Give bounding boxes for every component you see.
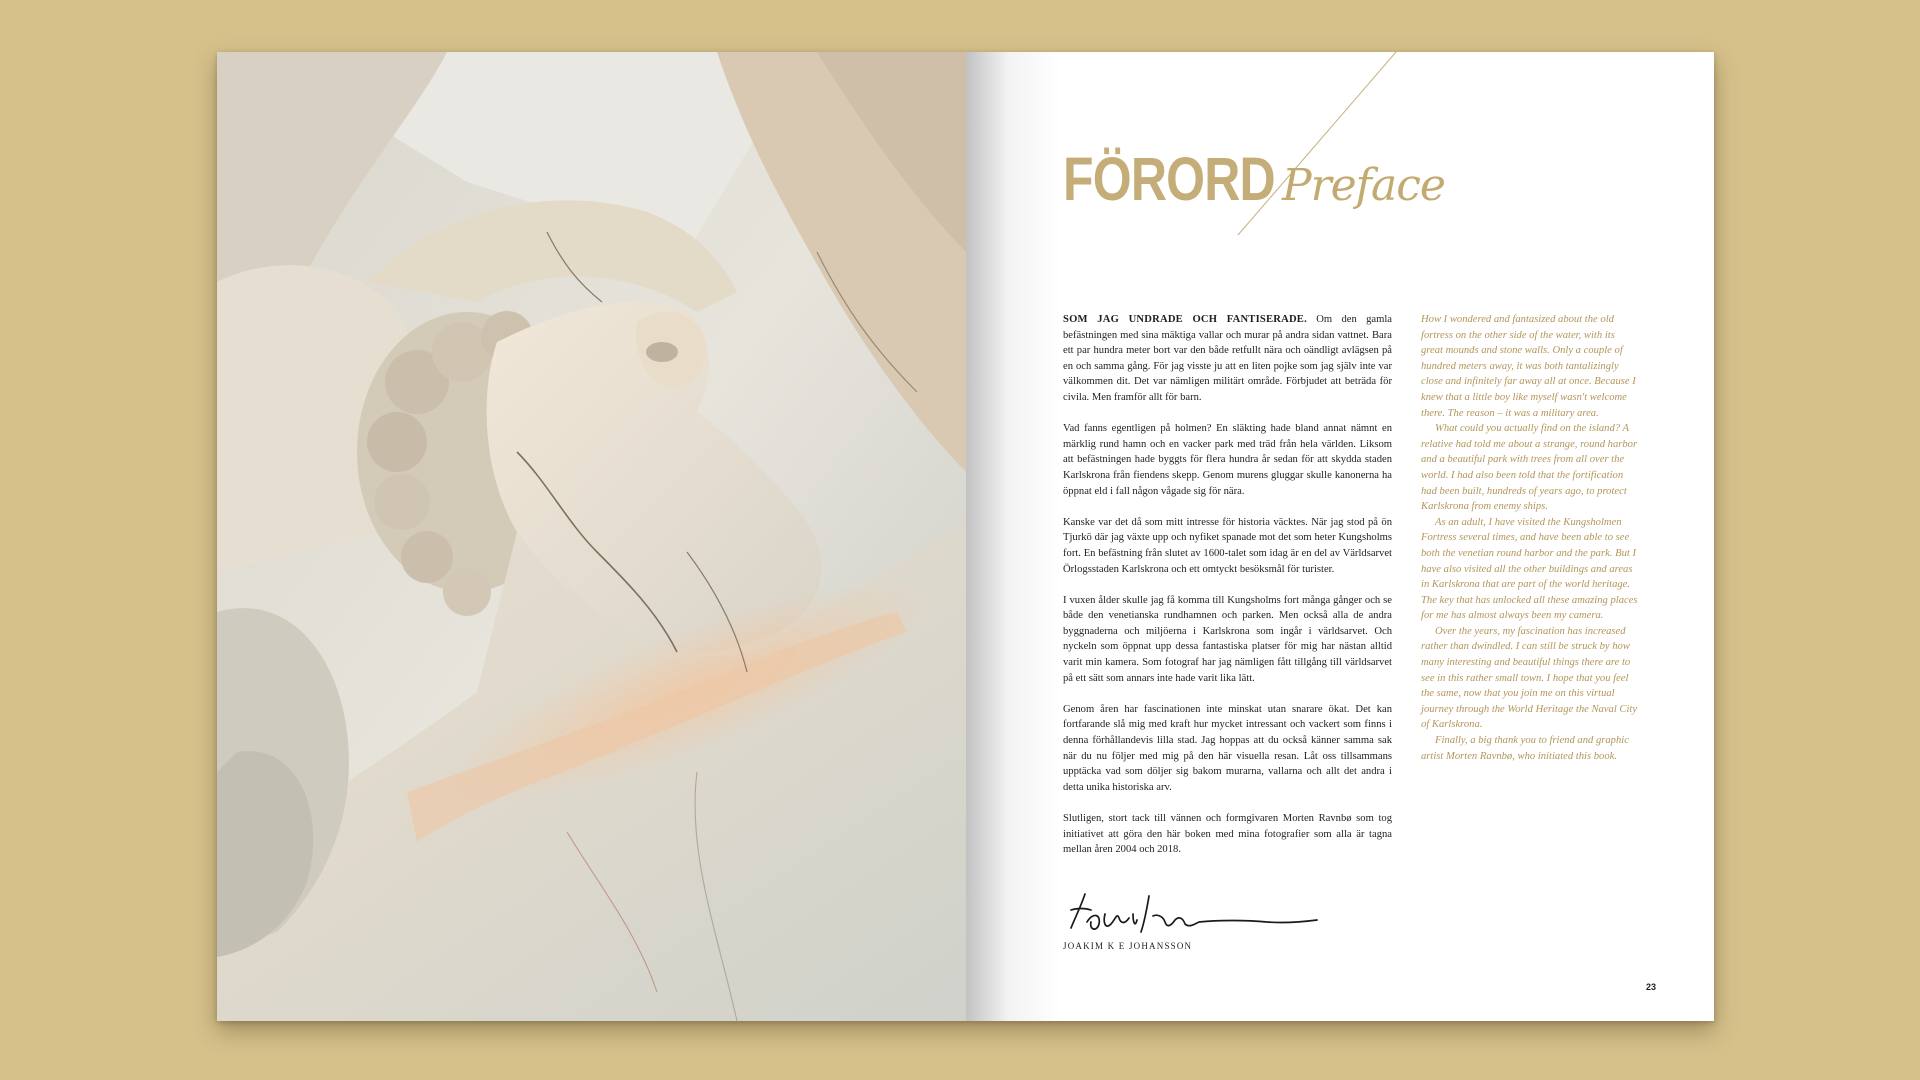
text-page xyxy=(966,52,1714,1021)
english-paragraph-2: What could you actually find on the island? A relative had told me about a strange, round harbor and a beautiful park with trees from all over the world. I had also been told that the fortification had been built, hundreds of years ago, to protect Karlskrona from enemy ships. xyxy=(1421,423,1638,513)
signatory-name: JOAKIM K E JOHANSSON xyxy=(1063,941,1193,951)
handwritten-signature xyxy=(1067,888,1327,938)
english-paragraph-3: As an adult, I have visited the Kungsholmen Fortress several times, and have been able to see both the venetian round harbor and the park. But I have also visited all the other buildings and areas in Karlskrona that are part of the world heritage. The key that has unlocked all these amazing places for me has almost always been my camera. xyxy=(1421,516,1638,622)
page-title-swedish: FÖRORD xyxy=(1063,145,1275,213)
page-number: 23 xyxy=(1646,982,1657,992)
english-text-column xyxy=(1421,312,1639,764)
lead-in-heading: SOM JAG UNDRADE OCH FANTISERADE. xyxy=(1063,314,1307,325)
page-title-english: Preface xyxy=(1282,160,1445,211)
english-paragraph-4: Over the years, my fascination has increased rather than dwindled. I can still be struck by how many interesting and beautiful things there are to see in this rather small town. I hope that you feel the same, now that you join me on this virtual journey through the World Heritage the Naval City of Karlskrona. xyxy=(1421,625,1638,731)
swedish-paragraph-1 xyxy=(1063,312,1392,406)
swedish-paragraph-6: Slutligen, stort tack till vännen och formgivaren Morten Ravnbø som tog initiativet att göra den här boken med mina fotografier som alla är tagna mellan åren 2004 och 2018. xyxy=(1063,813,1392,856)
swedish-paragraph-4: I vuxen ålder skulle jag få komma till Kungsholms fort många gånger och se både den venetianska rundhamnen och parken. Men också alla de andra byggnaderna och miljöerna i Karlskrona som ingår i världsarvet. Och nyckeln som öppnat upp dessa fantastiska platser för mig har nästan alltid varit min kamera. Som fotograf har jag nämligen fått tillgång till världsarvet på ett sätt som annars inte hade varit lika lätt. xyxy=(1063,594,1392,684)
english-paragraph-5: Finally, a big thank you to friend and graphic artist Morten Ravnbø, who initiated this book. xyxy=(1421,735,1629,762)
english-paragraph-1: How I wondered and fantasized about the old fortress on the other side of the water, with its great mounds and stone walls. Only a couple of hundred meters away, it was both tantalizingly close and infinitely far away all at once. Because I knew that a little boy like myself wasn't welcome there. The reason – it was a military area. xyxy=(1421,314,1636,419)
photo-page xyxy=(217,52,966,1021)
marble-statue-photo xyxy=(217,52,966,1021)
swedish-paragraph-5: Genom åren har fascinationen inte minskat utan snarare ökat. Det kan fortfarande slå mig med kraft hur mycket intressant och vackert som finns i denna förhållandevis lilla stad. Jag hoppas att du också känner samma sak när du nu följer med mig på den här visuella resan. Låt oss tillsammans upptäcka vad som döljer sig bakom murarna, vallarna och allt det andra i detta unika historiska arv. xyxy=(1063,703,1392,793)
swedish-paragraph-2: Vad fanns egentligen på holmen? En släkting hade bland annat nämnt en märklig rund hamn och en vacker park med träd från hela världen. Liksom att befästningen hade byggts för flera hundra år sedan för att skydda staden Karlskrona från fiendens skepp. Genom murens gluggar skulle kanonerna ha öppnat eld i fall någon vågade sig för nära. xyxy=(1063,423,1392,497)
swedish-paragraph-3: Kanske var det då som mitt intresse för historia väcktes. När jag stod på ön Tjurkö där jag växte upp och nyfiket spanade mot det som heter Kungsholms fort. En befästning från slutet av 1600-talet som idag är en del av Världsarvet Örlogsstaden Karlskrona och ett omtyckt besöksmål för turister. xyxy=(1063,516,1392,575)
swedish-paragraph-1-body: Om den gamla befästningen med sina mäktiga vallar och murar på andra sidan vattnet. Bara ett par hundra meter bort var den både retfullt nära och oändligt avlägsen på en och samma gång. För jag visste ju att en liten pojke som jag själv inte var välkommen dit. Det var nämligen militärt område. Förbjudet att beträda för civila. Men framför allt för barn. xyxy=(1063,314,1392,403)
swedish-text-column xyxy=(1063,312,1392,873)
book-spread xyxy=(217,52,1714,1021)
